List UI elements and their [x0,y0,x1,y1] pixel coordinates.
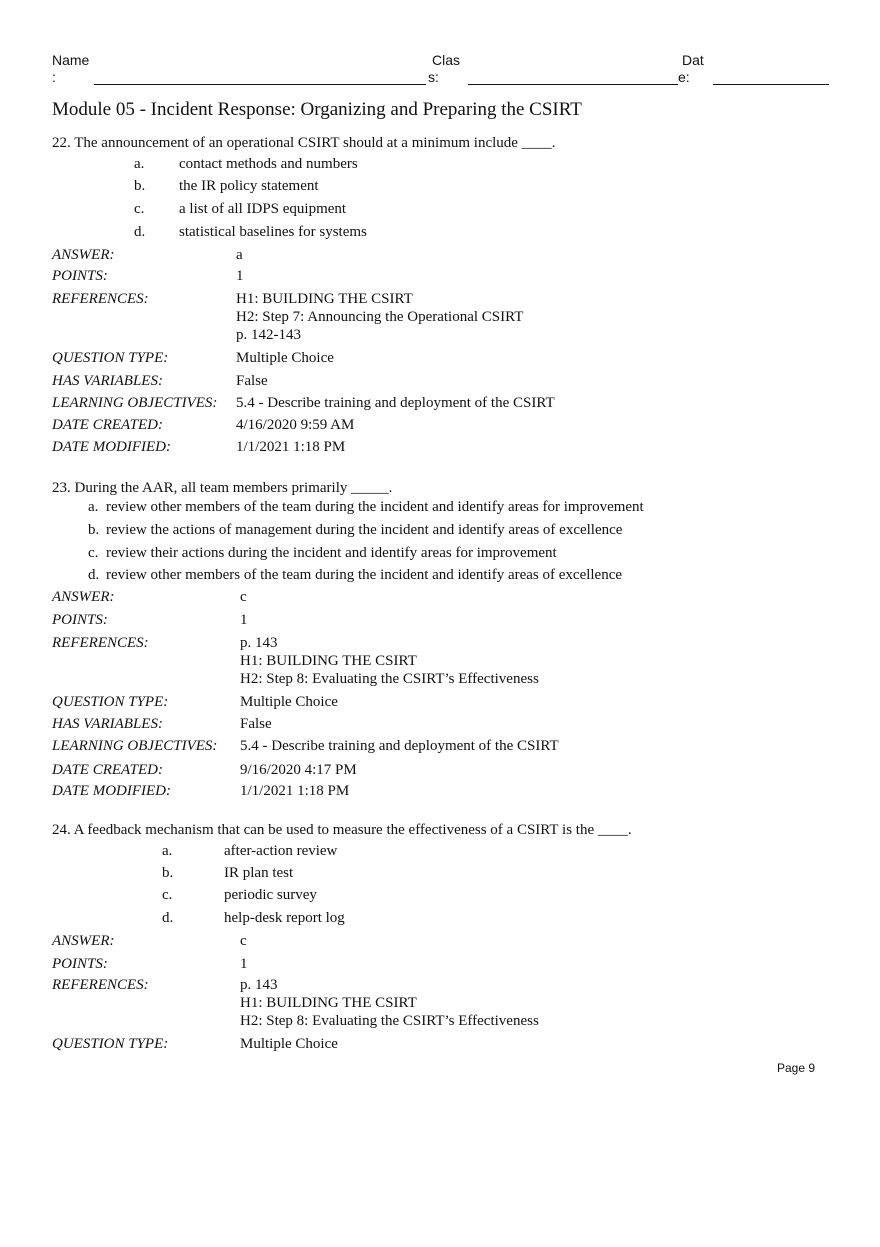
question-22-prompt: 22. The announcement of an operational CSIRT should at a minimum include ____. [52,135,556,151]
option-text: review the actions of management during the incident and identify areas of excellence [106,522,623,538]
reference-line: H1: BUILDING THE CSIRT [240,995,417,1011]
option-text: help-desk report log [224,910,345,926]
points-value: 1 [236,268,244,284]
has-variables-label: HAS VARIABLES: [52,716,163,732]
date-created-value: 4/16/2020 9:59 AM [236,417,355,433]
date-created-label: DATE CREATED: [52,762,163,778]
references-label: REFERENCES: [52,291,149,307]
learning-objectives-value: 5.4 - Describe training and deployment of the CSIRT [240,738,559,754]
option-letter: d. [88,567,100,583]
date-created-label: DATE CREATED: [52,417,163,433]
reference-line: p. 143 [240,977,278,993]
answer-value: c [240,933,247,949]
answer-label: ANSWER: [52,589,115,605]
class-label: Clas [432,52,461,68]
points-label: POINTS: [52,612,108,628]
points-label: POINTS: [52,956,108,972]
references-label: REFERENCES: [52,977,149,993]
date-modified-label: DATE MODIFIED: [52,783,171,799]
option-text: review their actions during the incident and identify areas for improvement [106,545,557,561]
option-letter: a. [88,499,99,515]
date-modified-value: 1/1/2021 1:18 PM [240,783,350,799]
name-colon: : [52,69,56,85]
learning-objectives-value: 5.4 - Describe training and deployment of the CSIRT [236,395,555,411]
class-colon: s: [428,69,439,85]
date-field-line [713,84,829,85]
option-letter: d. [162,910,174,926]
option-text: periodic survey [224,887,317,903]
option-letter: b. [162,865,174,881]
option-text: IR plan test [224,865,294,881]
option-text: review other members of the team during the incident and identify areas for improvement [106,499,644,515]
question-type-value: Multiple Choice [240,694,338,710]
class-field-line [468,84,678,85]
references-label: REFERENCES: [52,635,149,651]
page-number: Page 9 [777,1061,816,1075]
has-variables-value: False [236,373,268,389]
option-letter: c. [88,545,99,561]
answer-value: c [240,589,247,605]
has-variables-value: False [240,716,272,732]
reference-line: H1: BUILDING THE CSIRT [236,291,413,307]
points-value: 1 [240,956,248,972]
question-24-prompt: 24. A feedback mechanism that can be used to measure the effectiveness of a CSIRT is the ____. [52,822,632,838]
question-type-label: QUESTION TYPE: [52,694,169,710]
option-letter: a. [134,156,145,172]
points-label: POINTS: [52,268,108,284]
date-modified-label: DATE MODIFIED: [52,439,171,455]
question-type-label: QUESTION TYPE: [52,350,169,366]
reference-line: p. 143 [240,635,278,651]
question-type-label: QUESTION TYPE: [52,1036,169,1052]
option-letter: a. [162,843,173,859]
option-text: review other members of the team during the incident and identify areas of excellence [106,567,623,583]
learning-objectives-label: LEARNING OBJECTIVES: [52,738,218,754]
option-letter: b. [88,522,100,538]
option-text: contact methods and numbers [179,156,358,172]
answer-value: a [236,247,243,263]
option-letter: d. [134,224,146,240]
learning-objectives-label: LEARNING OBJECTIVES: [52,395,218,411]
date-label: Dat [682,52,704,68]
reference-line: H1: BUILDING THE CSIRT [240,653,417,669]
question-type-value: Multiple Choice [236,350,334,366]
name-field-line [94,84,426,85]
date-created-value: 9/16/2020 4:17 PM [240,762,357,778]
has-variables-label: HAS VARIABLES: [52,373,163,389]
option-letter: c. [134,201,145,217]
name-label: Name [52,52,90,68]
date-colon: e: [678,69,690,85]
option-text: after-action review [224,843,338,859]
option-letter: c. [162,887,173,903]
page-title: Module 05 - Incident Response: Organizing and Preparing the CSIRT [52,99,582,120]
date-modified-value: 1/1/2021 1:18 PM [236,439,346,455]
reference-line: H2: Step 8: Evaluating the CSIRT’s Effectiveness [240,1013,539,1029]
question-23-prompt: 23. During the AAR, all team members primarily _____. [52,480,393,496]
answer-label: ANSWER: [52,247,115,263]
question-type-value: Multiple Choice [240,1036,338,1052]
reference-line: p. 142-143 [236,327,301,343]
option-text: statistical baselines for systems [179,224,367,240]
reference-line: H2: Step 8: Evaluating the CSIRT’s Effectiveness [240,671,539,687]
option-text: the IR policy statement [179,178,319,194]
reference-line: H2: Step 7: Announcing the Operational CSIRT [236,309,524,325]
answer-label: ANSWER: [52,933,115,949]
option-text: a list of all IDPS equipment [179,201,347,217]
option-letter: b. [134,178,146,194]
points-value: 1 [240,612,248,628]
